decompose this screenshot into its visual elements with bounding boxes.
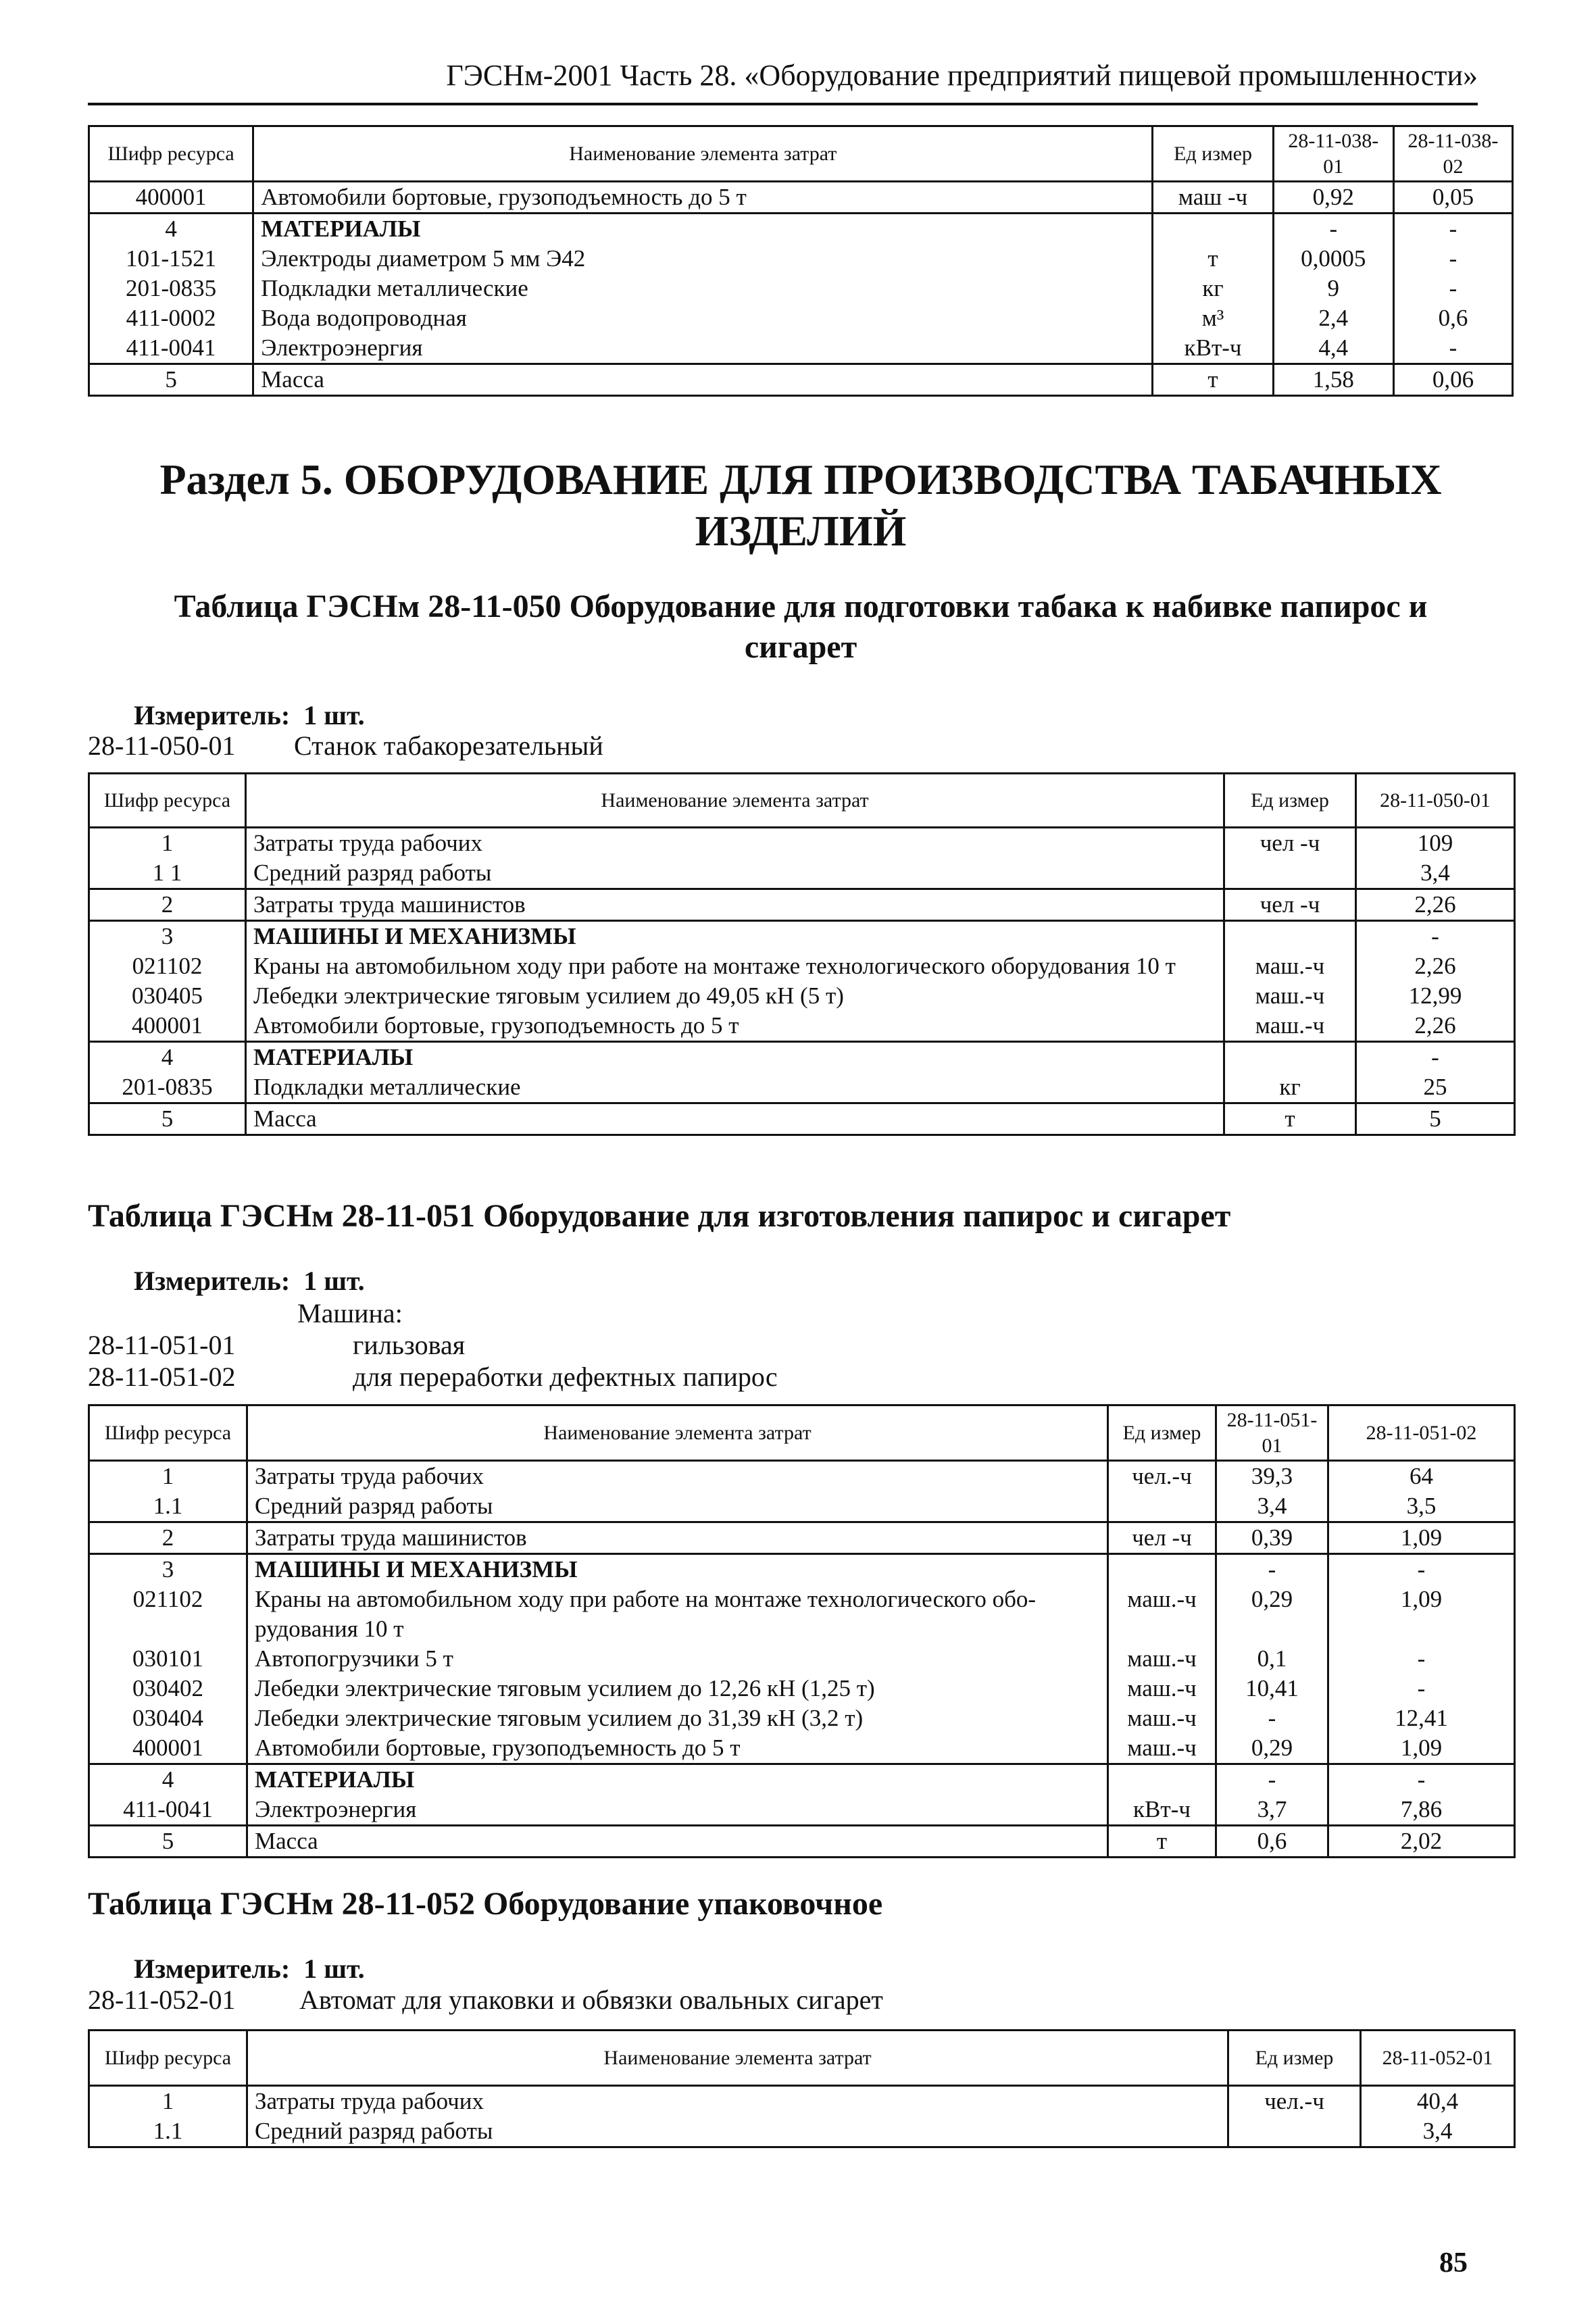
cell-unit: чел -ч	[1108, 1522, 1216, 1554]
cell-unit: маш -ч	[1153, 182, 1273, 214]
item-code: 28-11-051-02	[88, 1362, 236, 1392]
cell-code: 201-0835	[89, 1072, 246, 1103]
cell-name: Подкладки металлические	[253, 274, 1153, 303]
cell-name: Средний разряд работы	[247, 2116, 1228, 2147]
table-row	[89, 981, 1515, 1011]
cell-name: МАТЕРИАЛЫ	[246, 1042, 1224, 1073]
col-header-code: Шифр ресурса	[89, 1405, 247, 1461]
cell-value-1: 3,7	[1216, 1795, 1328, 1826]
cell-name: Вода водопроводная	[253, 303, 1153, 333]
cell-unit	[1224, 921, 1356, 952]
cell-code: 411-0041	[89, 333, 253, 364]
cell-unit: маш.-ч	[1224, 981, 1356, 1011]
cell-unit: маш.-ч	[1108, 1733, 1216, 1764]
item-name: Автомат для упаковки и обвязки овальных сигарет	[299, 1985, 883, 2015]
col-header-name: Наименование элемента затрат	[247, 1405, 1108, 1461]
cell-value-1: 3,4	[1356, 858, 1515, 889]
cell-value-1: -	[1356, 1042, 1515, 1073]
table-051-item2	[88, 1361, 778, 1393]
cell-code: 030402	[89, 1674, 247, 1703]
cell-code: 1.1	[89, 2116, 247, 2147]
cell-code: 4	[89, 1042, 246, 1073]
table-row	[89, 1072, 1515, 1103]
table-row	[89, 921, 1515, 952]
cell-unit: маш.-ч	[1108, 1585, 1216, 1644]
cell-name: Затраты труда машинистов	[246, 889, 1224, 921]
col-header-051-01: 28-11-051-01	[1216, 1405, 1328, 1461]
cell-value-1: 10,41	[1216, 1674, 1328, 1703]
cell-unit: чел -ч	[1224, 889, 1356, 921]
cell-value-1: 25	[1356, 1072, 1515, 1103]
cell-value-1: 3,4	[1361, 2116, 1515, 2147]
cell-value-2: 12,41	[1328, 1703, 1515, 1733]
cell-unit	[1153, 214, 1273, 245]
table-row	[89, 951, 1515, 981]
cell-value-1: 2,26	[1356, 889, 1515, 921]
cell-code: 5	[89, 1103, 246, 1135]
cell-name: Лебедки электрические тяговым усилием до 49,05 кН (5 т)	[246, 981, 1224, 1011]
cell-name: Лебедки электрические тяговым усилием до 12,26 кН (1,25 т)	[247, 1674, 1108, 1703]
cell-value-1: 0,92	[1273, 182, 1393, 214]
cell-code: 101-1521	[89, 244, 253, 274]
measure-value: 1 шт.	[303, 1266, 365, 1296]
cell-code: 411-0002	[89, 303, 253, 333]
table-row	[89, 274, 1513, 303]
cell-value-1: 12,99	[1356, 981, 1515, 1011]
cell-name: Автомобили бортовые, грузоподъемность до 5 т	[253, 182, 1153, 214]
cell-name: Затраты труда машинистов	[247, 1522, 1108, 1554]
cell-unit	[1108, 1491, 1216, 1522]
cell-code: 3	[89, 921, 246, 952]
cell-unit	[1228, 2116, 1361, 2147]
table-row	[89, 2116, 1515, 2147]
cell-name: Масса	[246, 1103, 1224, 1135]
cell-code: 1	[89, 2086, 247, 2117]
item-name: Станок табакорезательный	[294, 730, 603, 761]
cell-unit: кВт-ч	[1153, 333, 1273, 364]
table-row	[89, 828, 1515, 859]
table-row	[89, 333, 1513, 364]
table-051	[88, 1404, 1516, 1858]
cell-name: Электроэнергия	[247, 1795, 1108, 1826]
measure-label: Измеритель:	[134, 700, 291, 730]
cell-unit: маш.-ч	[1108, 1703, 1216, 1733]
cell-name: МАШИНЫ И МЕХАНИЗМЫ	[247, 1554, 1108, 1585]
cell-value-1: 40,4	[1361, 2086, 1515, 2117]
cell-unit: т	[1153, 364, 1273, 396]
cell-name: Электроды диаметром 5 мм Э42	[253, 244, 1153, 274]
cell-unit: чел -ч	[1224, 828, 1356, 859]
cell-value-2: 2,02	[1328, 1826, 1515, 1858]
cell-value-1: 0,39	[1216, 1522, 1328, 1554]
item-name: для переработки дефектных папирос	[353, 1362, 778, 1392]
cell-value-1: 109	[1356, 828, 1515, 859]
cell-value-1: 2,26	[1356, 1011, 1515, 1042]
table-row	[89, 364, 1513, 396]
table-050-measure	[134, 699, 365, 732]
cell-code: 201-0835	[89, 274, 253, 303]
measure-label: Измеритель:	[134, 1266, 291, 1296]
item-code: 28-11-051-01	[88, 1330, 236, 1360]
cell-name: Лебедки электрические тяговым усилием до 31,39 кН (3,2 т)	[247, 1703, 1108, 1733]
cell-code: 1 1	[89, 858, 246, 889]
cell-value-1: 0,0005	[1273, 244, 1393, 274]
table-050	[88, 772, 1516, 1136]
measure-value: 1 шт.	[303, 1953, 365, 1984]
page-number: 85	[1439, 2247, 1468, 2279]
machine-label: Машина:	[297, 1298, 403, 1328]
cell-name: МАШИНЫ И МЕХАНИЗМЫ	[246, 921, 1224, 952]
cell-code: 4	[89, 214, 253, 245]
cell-code: 5	[89, 1826, 247, 1858]
cell-value-1: 0,29	[1216, 1733, 1328, 1764]
cell-code: 030101	[89, 1644, 247, 1674]
cell-unit: маш.-ч	[1224, 951, 1356, 981]
item-name: гильзовая	[353, 1330, 466, 1360]
col-header-code: Шифр ресурса	[89, 2031, 247, 2086]
col-header-unit: Ед измер	[1108, 1405, 1216, 1461]
cell-code: 5	[89, 364, 253, 396]
table-051-title: Таблица ГЭСНм 28-11-051 Оборудование для изготовления папирос и сигарет	[88, 1198, 1231, 1234]
cell-value-2: -	[1328, 1554, 1515, 1585]
cell-value-1: -	[1216, 1764, 1328, 1795]
col-header-051-02: 28-11-051-02	[1328, 1405, 1515, 1461]
table-052-title: Таблица ГЭСНм 28-11-052 Оборудование упаковочное	[88, 1886, 883, 1922]
cell-value-1: -	[1216, 1554, 1328, 1585]
cell-unit: чел.-ч	[1108, 1461, 1216, 1492]
cell-value-2: -	[1393, 274, 1512, 303]
cell-value-1: -	[1273, 214, 1393, 245]
table-050-title-line2: сигарет	[744, 629, 857, 665]
cell-name: Затраты труда рабочих	[247, 1461, 1108, 1492]
col-header-name: Наименование элемента затрат	[253, 126, 1153, 182]
col-header-name: Наименование элемента затрат	[246, 774, 1224, 828]
table-row	[89, 1461, 1515, 1492]
cell-code: 400001	[89, 182, 253, 214]
cell-value-1: 2,4	[1273, 303, 1393, 333]
running-header: ГЭСНм-2001 Часть 28. «Оборудование предприятий пищевой промышленности»	[88, 55, 1478, 105]
cell-value-2: 0,06	[1393, 364, 1512, 396]
table-row	[89, 1554, 1515, 1585]
cell-name: Электроэнергия	[253, 333, 1153, 364]
table-row	[89, 1795, 1515, 1826]
cell-name: Масса	[247, 1826, 1108, 1858]
cell-code: 030405	[89, 981, 246, 1011]
table-row	[89, 182, 1513, 214]
table-052-measure	[134, 1953, 365, 1985]
col-header-038-01: 28-11-038-01	[1273, 126, 1393, 182]
cell-name: Краны на автомобильном ходу при работе на монтаже технологического обо-рудования 10 т	[247, 1585, 1108, 1644]
table-050-title-line1: Таблица ГЭСНм 28-11-050 Оборудование для подготовки табака к набивке папирос и	[174, 589, 1428, 624]
cell-value-2: -	[1393, 244, 1512, 274]
table-row	[89, 1103, 1515, 1135]
cell-code: 4	[89, 1764, 247, 1795]
cell-code: 3	[89, 1554, 247, 1585]
table-050-title	[88, 587, 1514, 668]
cell-value-2: 64	[1328, 1461, 1515, 1492]
table-052-item	[88, 1984, 883, 2016]
table-row	[89, 889, 1515, 921]
col-header-unit: Ед измер	[1153, 126, 1273, 182]
cell-code: 1.1	[89, 1491, 247, 1522]
cell-value-2: -	[1393, 214, 1512, 245]
cell-value-2: -	[1393, 333, 1512, 364]
cell-unit: маш.-ч	[1224, 1011, 1356, 1042]
cell-value-1: 1,58	[1273, 364, 1393, 396]
cell-name: Средний разряд работы	[247, 1491, 1108, 1522]
cell-value-1: 0,29	[1216, 1585, 1328, 1644]
cell-code: 021102	[89, 951, 246, 981]
cell-code: 411-0041	[89, 1795, 247, 1826]
item-code: 28-11-052-01	[88, 1985, 236, 2015]
cell-unit	[1108, 1764, 1216, 1795]
col-header-038-02: 28-11-038-02	[1393, 126, 1512, 182]
measure-value: 1 шт.	[303, 700, 365, 730]
col-header-code: Шифр ресурса	[89, 126, 253, 182]
cell-unit	[1224, 858, 1356, 889]
cell-value-2: 7,86	[1328, 1795, 1515, 1826]
table-row	[89, 2086, 1515, 2117]
cell-value-1: 3,4	[1216, 1491, 1328, 1522]
cell-value-2: -	[1328, 1644, 1515, 1674]
table-row	[89, 1644, 1515, 1674]
cell-name: Затраты труда рабочих	[247, 2086, 1228, 2117]
col-header-050-01: 28-11-050-01	[1356, 774, 1515, 828]
cell-name: МАТЕРИАЛЫ	[247, 1764, 1108, 1795]
table-row	[89, 1826, 1515, 1858]
measure-label: Измеритель:	[134, 1953, 291, 1984]
col-header-unit: Ед измер	[1224, 774, 1356, 828]
cell-code: 1	[89, 1461, 247, 1492]
cell-value-2: 1,09	[1328, 1522, 1515, 1554]
cell-value-2: -	[1328, 1764, 1515, 1795]
cell-unit: т	[1108, 1826, 1216, 1858]
table-row	[89, 244, 1513, 274]
table-row	[89, 858, 1515, 889]
table-051-item1	[88, 1329, 466, 1362]
cell-value-1: 0,6	[1216, 1826, 1328, 1858]
col-header-052-01: 28-11-052-01	[1361, 2031, 1515, 2086]
cell-code: 2	[89, 1522, 247, 1554]
cell-name: Краны на автомобильном ходу при работе на монтаже технологического оборудования 10 т	[246, 951, 1224, 981]
cell-unit: кг	[1224, 1072, 1356, 1103]
cell-unit	[1108, 1554, 1216, 1585]
cell-value-1: -	[1216, 1703, 1328, 1733]
table-row	[89, 1522, 1515, 1554]
cell-unit: маш.-ч	[1108, 1674, 1216, 1703]
cell-unit: кВт-ч	[1108, 1795, 1216, 1826]
cell-name: Средний разряд работы	[246, 858, 1224, 889]
cell-value-2: 0,05	[1393, 182, 1512, 214]
section-title-line1: Раздел 5. ОБОРУДОВАНИЕ ДЛЯ ПРОИЗВОДСТВА ТАБАЧНЫХ	[159, 455, 1442, 503]
cell-name: Автомобили бортовые, грузоподъемность до 5 т	[246, 1011, 1224, 1042]
cell-value-2: -	[1328, 1674, 1515, 1703]
cell-unit: чел.-ч	[1228, 2086, 1361, 2117]
cell-value-1: 5	[1356, 1103, 1515, 1135]
cell-code: 400001	[89, 1011, 246, 1042]
cell-code: 2	[89, 889, 246, 921]
table-038	[88, 125, 1514, 397]
cell-unit: маш.-ч	[1108, 1644, 1216, 1674]
cell-value-1: 0,1	[1216, 1644, 1328, 1674]
table-051-measure	[134, 1265, 365, 1297]
cell-code: 1	[89, 828, 246, 859]
cell-unit: кг	[1153, 274, 1273, 303]
section-title-line2: ИЗДЕЛИЙ	[695, 507, 907, 555]
table-row	[89, 1733, 1515, 1764]
cell-value-1: 2,26	[1356, 951, 1515, 981]
table-row	[89, 1011, 1515, 1042]
cell-value-2: 1,09	[1328, 1585, 1515, 1644]
cell-value-2: 3,5	[1328, 1491, 1515, 1522]
cell-name: Масса	[253, 364, 1153, 396]
cell-value-1: -	[1356, 921, 1515, 952]
cell-value-1: 9	[1273, 274, 1393, 303]
cell-value-1: 39,3	[1216, 1461, 1328, 1492]
cell-unit	[1224, 1042, 1356, 1073]
table-row	[89, 1674, 1515, 1703]
cell-name: Подкладки металлические	[246, 1072, 1224, 1103]
table-row	[89, 214, 1513, 245]
cell-code: 030404	[89, 1703, 247, 1733]
cell-name: Затраты труда рабочих	[246, 828, 1224, 859]
cell-unit: т	[1153, 244, 1273, 274]
cell-name: Автопогрузчики 5 т	[247, 1644, 1108, 1674]
table-row	[89, 1042, 1515, 1073]
item-code: 28-11-050-01	[88, 730, 236, 761]
cell-name: МАТЕРИАЛЫ	[253, 214, 1153, 245]
cell-unit: м³	[1153, 303, 1273, 333]
cell-unit: т	[1224, 1103, 1356, 1135]
table-row	[89, 1703, 1515, 1733]
cell-value-1: 4,4	[1273, 333, 1393, 364]
col-header-name: Наименование элемента затрат	[247, 2031, 1228, 2086]
cell-name: Автомобили бортовые, грузоподъемность до 5 т	[247, 1733, 1108, 1764]
col-header-unit: Ед измер	[1228, 2031, 1361, 2086]
col-header-code: Шифр ресурса	[89, 774, 246, 828]
section-title	[88, 454, 1514, 557]
table-row	[89, 1491, 1515, 1522]
table-row	[89, 1764, 1515, 1795]
table-row	[89, 1585, 1515, 1644]
cell-value-2: 1,09	[1328, 1733, 1515, 1764]
cell-code: 400001	[89, 1733, 247, 1764]
cell-value-2: 0,6	[1393, 303, 1512, 333]
table-052	[88, 2029, 1516, 2148]
table-row	[89, 303, 1513, 333]
cell-code: 021102	[89, 1585, 247, 1644]
table-050-item	[88, 730, 603, 762]
